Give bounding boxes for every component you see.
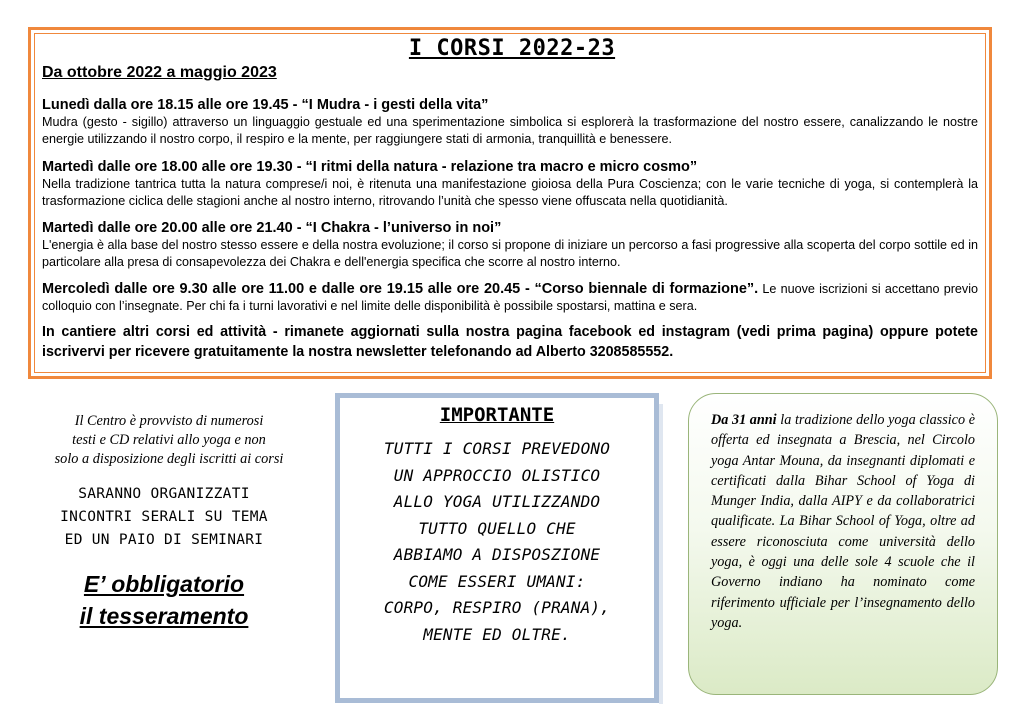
events-line: ED UN PAIO DI SEMINARI bbox=[64, 532, 264, 548]
library-line: solo a disposizione degli iscritti ai corsi bbox=[54, 451, 284, 467]
course-heading: Martedì dalle ore 20.00 alle ore 21.40 - “I Chakra - l’universo in noi” bbox=[42, 220, 502, 236]
important-title: IMPORTANTE bbox=[439, 404, 555, 426]
library-line: testi e CD relativi allo yoga e non bbox=[72, 432, 266, 448]
course-biennale bbox=[42, 281, 978, 315]
course-mudra bbox=[42, 96, 978, 148]
course-description: Le nuove iscrizioni si accettano previo colloquio con l’insegnate. Per chi fa i turni lavorativi e nel limite delle disponibilità è possibile spostarsi, mattina e sera. bbox=[42, 282, 979, 313]
library-note bbox=[28, 412, 300, 469]
about-text bbox=[711, 410, 975, 633]
about-lead: Da 31 anni bbox=[711, 412, 777, 428]
newsletter-notice: In cantiere altri corsi ed attività - rimanete aggiornati sulla nostra pagina facebook ed instagram (vedi prima pagina) oppure potete iscrivervi per ricevere gratuitamente la nostra newsletter telefonando ad Alberto 3208585552. bbox=[42, 324, 978, 360]
events-line: INCONTRI SERALI SU TEMA bbox=[60, 509, 268, 525]
membership-line: E’ obbligatorio bbox=[83, 571, 245, 597]
important-box bbox=[335, 393, 659, 703]
important-line: CORPO, RESPIRO (PRANA), bbox=[383, 598, 611, 617]
important-line: ABBIAMO A DISPOSZIONE bbox=[393, 545, 601, 564]
important-line: COME ESSERI UMANI: bbox=[408, 571, 586, 591]
membership-required bbox=[28, 568, 300, 632]
course-description-block bbox=[42, 281, 978, 315]
about-body: la tradizione dello yoga classico è offerta ed insegnata a Brescia, nel Circolo yoga Antar Mouna, da insegnanti diplomati e certificati dalla Bihar School of Yoga di Munger India, dalla AIPY e da collaboratrici qualificate. La Bihar School of Yoga, oltre ad essere riconosciuta come università dello yoga, è oggi una delle sole 4 scuole che il Governo indiano ha nominato come riferimento ufficiale per l’insegnamento dello yoga. bbox=[711, 412, 975, 631]
course-heading: Lunedì dalla ore 18.15 alle ore 19.45 - “I Mudra - i gesti della vita” bbox=[42, 97, 489, 113]
course-chakra bbox=[42, 219, 978, 271]
course-description: Nella tradizione tantrica tutta la natura comprese/i noi, è ritenuta una manifestazione gioiosa della Pura Coscienza; con le varie tecniche di yoga, si contemplerà la trasformazione ciclica delle stagioni anche al nostro interno, ritrovando l’unità che spesso viene offuscata nella quotidianità. bbox=[42, 177, 978, 208]
page-title: I CORSI 2022-23 bbox=[408, 36, 616, 61]
important-line: MENTE ED OLTRE. bbox=[423, 624, 571, 644]
about-box bbox=[688, 393, 998, 695]
important-line: TUTTO QUELLO CHE bbox=[418, 518, 576, 538]
important-body bbox=[352, 436, 642, 648]
course-ritmi-natura bbox=[42, 158, 978, 210]
important-line: TUTTI I CORSI PREVEDONO bbox=[383, 439, 611, 458]
course-heading: Martedì dalle ore 18.00 alle ore 19.30 - “I ritmi della natura - relazione tra macro e micro cosmo” bbox=[42, 159, 698, 175]
course-description: L'energia è alla base del nostro stesso essere e della nostra evoluzione; il corso si propone di iniziare un percorso a fasi progressive alla scoperta del corpo sottile ed in particolare alla presa di consapevolezza dei Chakra e dell'energia specifica che scorre al nostro interno. bbox=[42, 238, 978, 269]
important-line: ALLO YOGA UTILIZZANDO bbox=[393, 492, 601, 511]
events-line: SARANNO ORGANIZZATI bbox=[78, 486, 250, 502]
important-line: UN APPROCCIO OLISTICO bbox=[393, 465, 601, 485]
course-description: Mudra (gesto - sigillo) attraverso un linguaggio gestuale ed una sperimentazione simbolica si esplorerà la trasformazione del nostro essere, canalizzando le nostre energie utilizzando il nostro corpo, il respiro e la mente, per raggiungere stati di armonia, tranquillità e benessere. bbox=[42, 115, 978, 146]
course-heading: Mercoledì dalle ore 9.30 alle ore 11.00 e dalle ore 19.15 alle ore 20.45 - “Corso biennale di formazione”. bbox=[42, 281, 759, 297]
library-line: Il Centro è provvisto di numerosi bbox=[74, 413, 264, 429]
membership-line: il tesseramento bbox=[79, 603, 249, 629]
events-note bbox=[28, 483, 300, 552]
period-subtitle: Da ottobre 2022 a maggio 2023 bbox=[42, 64, 277, 81]
left-column bbox=[28, 412, 300, 632]
